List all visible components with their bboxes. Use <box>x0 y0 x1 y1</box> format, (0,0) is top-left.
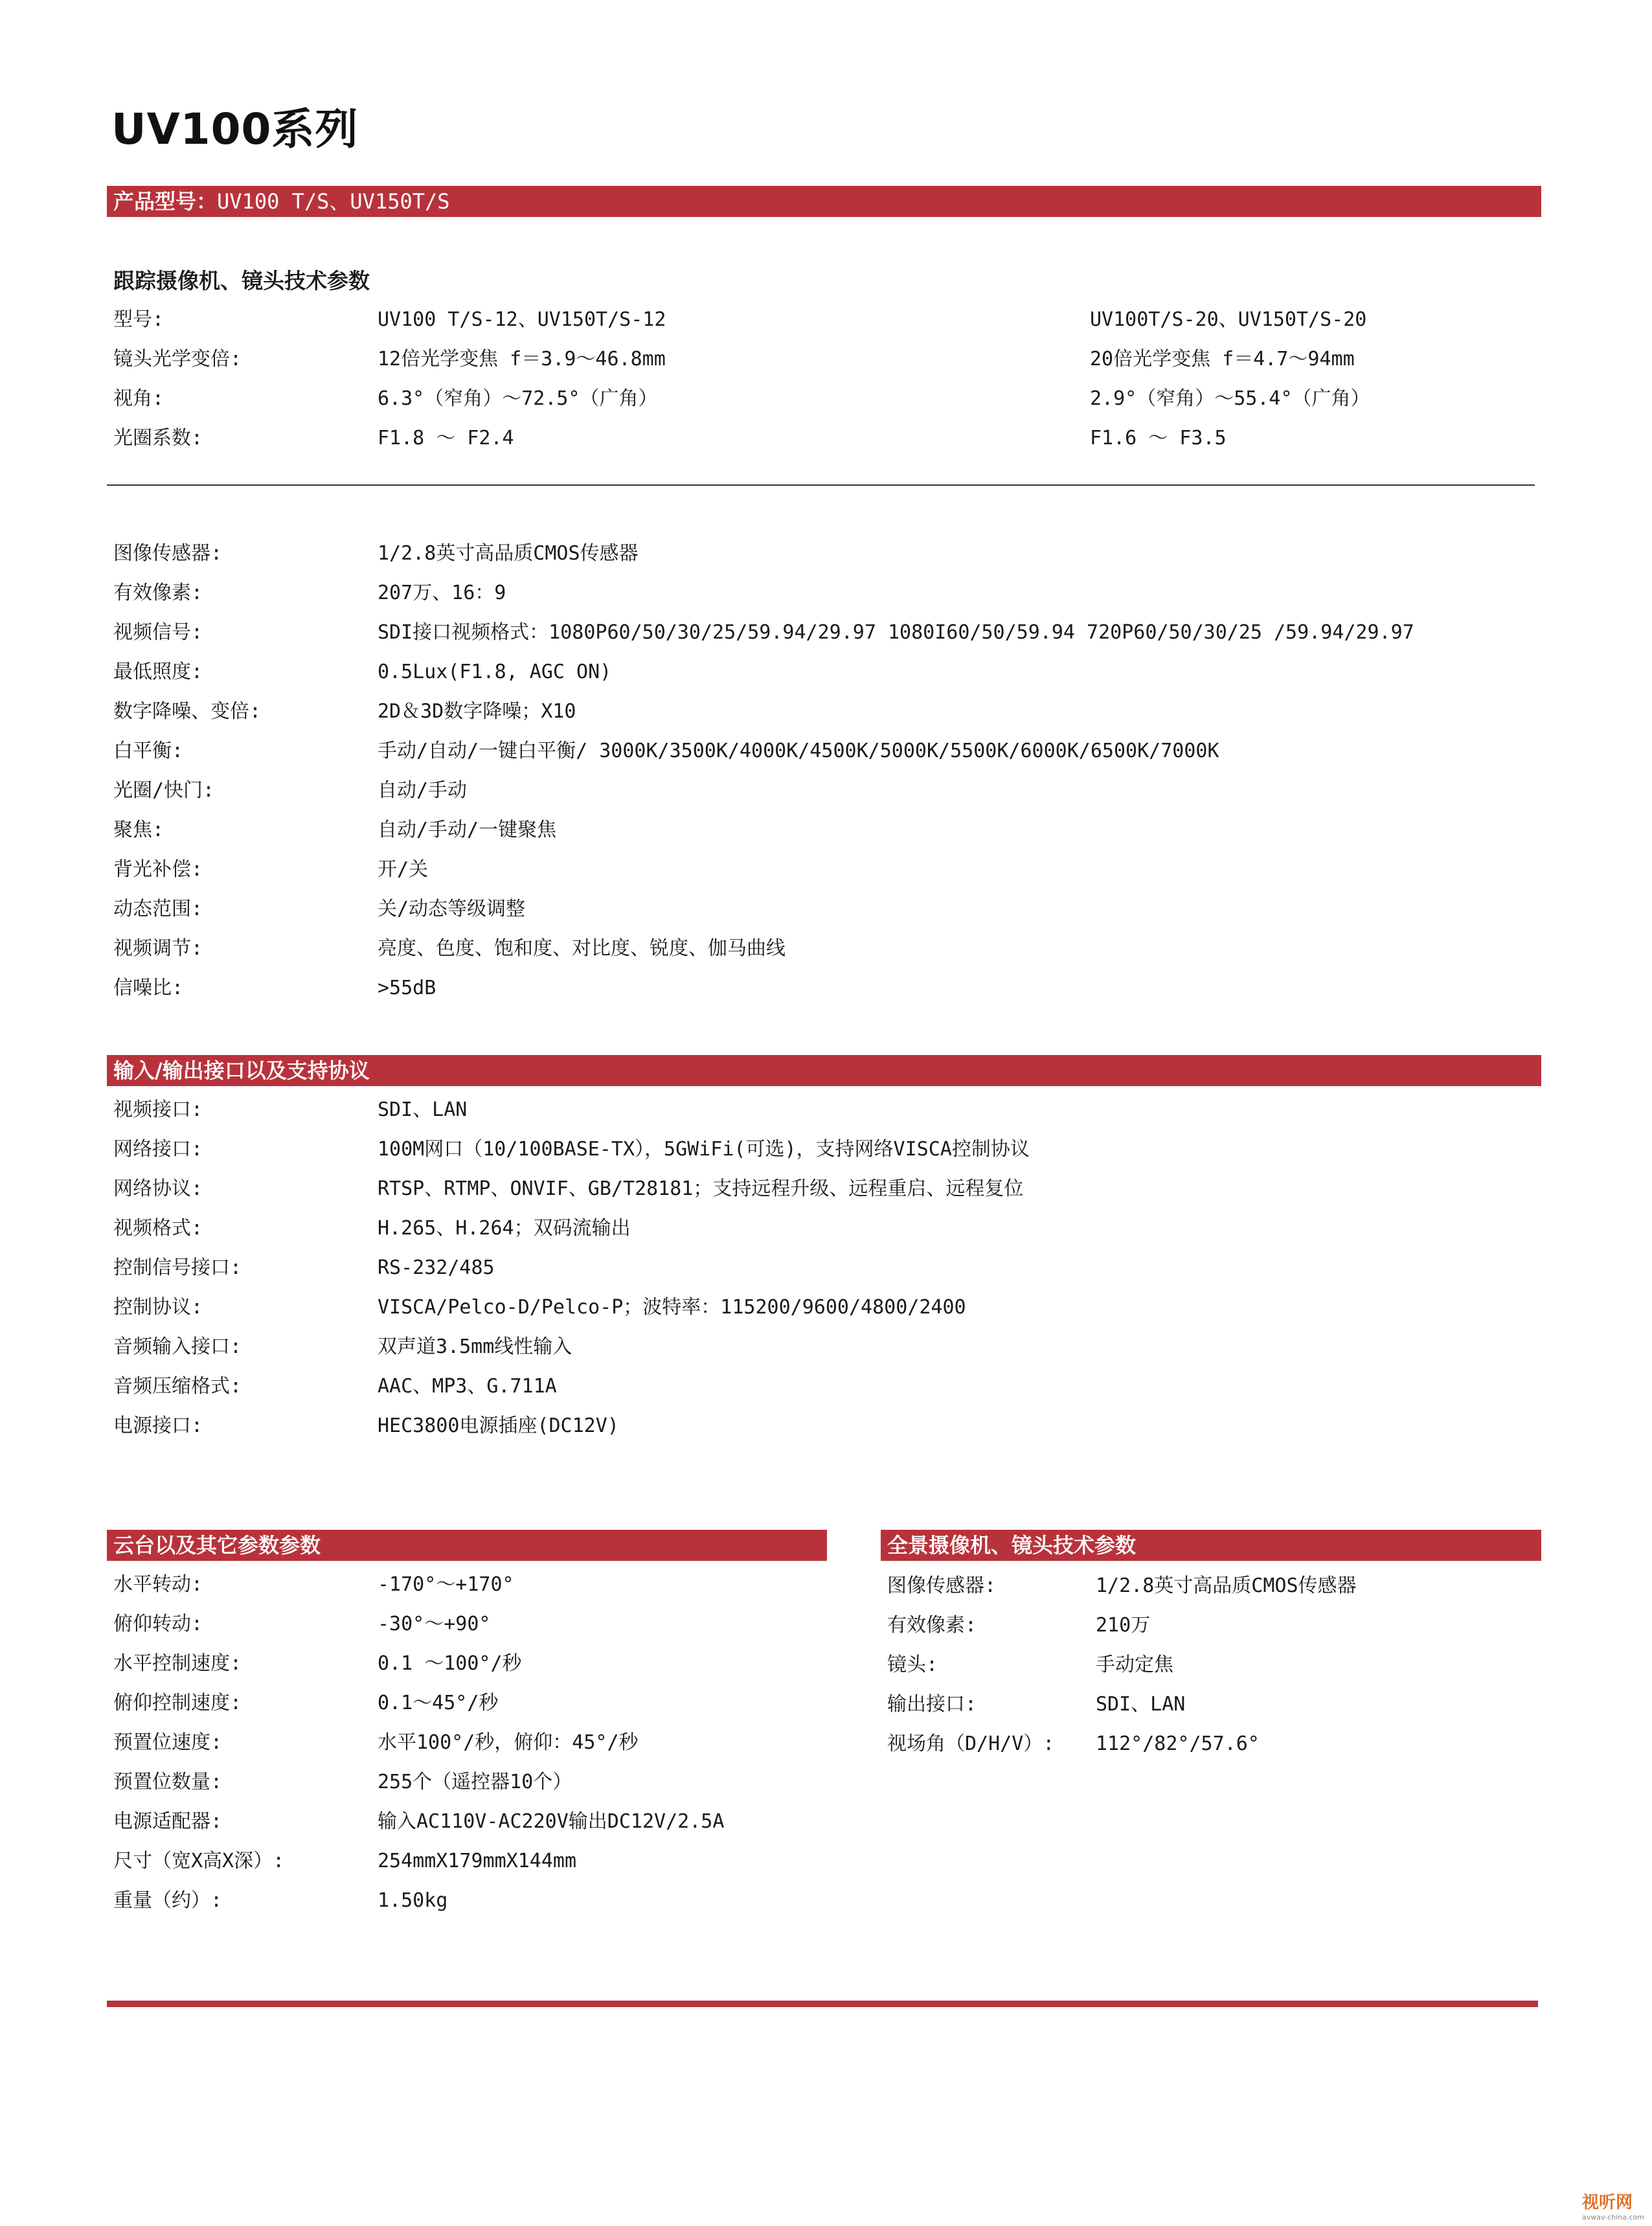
spec-row <box>113 1604 826 1644</box>
spec-key: 视频调节: <box>113 937 203 960</box>
spec-value: 手动/自动/一键白平衡/ 3000K/3500K/4000K/4500K/5000K/5500K/6000K/6500K/7000K <box>378 740 1219 762</box>
spec-row <box>113 850 1538 889</box>
watermark-text: 视听网 <box>1582 2193 1633 2212</box>
spec-value: 自动/手动/一键聚焦 <box>378 819 557 841</box>
spec-key: 水平控制速度: <box>113 1652 242 1675</box>
spec-row <box>113 652 1538 692</box>
spec-key: 动态范围: <box>113 898 203 920</box>
spec-value: -170°～+170° <box>378 1573 514 1596</box>
spec-value: VISCA/Pelco-D/Pelco-P；波特率：115200/9600/4800/2400 <box>378 1296 966 1319</box>
spec-value: 2D＆3D数字降噪；X10 <box>378 700 576 723</box>
pano-section-bar: 全景摄像机、镜头技术参数 <box>881 1530 1541 1561</box>
spec-value: 亮度、色度、饱和度、对比度、锐度、伽马曲线 <box>378 937 786 960</box>
model-label: 产品型号： <box>113 189 218 214</box>
spec-key: 俯仰控制速度: <box>113 1692 242 1714</box>
spec-row <box>113 1248 1538 1288</box>
spec-key: 白平衡: <box>113 740 184 762</box>
spec-value-20x: 20倍光学变焦 f＝4.7～94mm <box>1090 348 1355 370</box>
spec-row <box>113 613 1538 652</box>
spec-value: 0.1 ～100°/秒 <box>378 1652 522 1675</box>
spec-key: 视频格式: <box>113 1217 203 1240</box>
spec-row <box>887 1645 1535 1685</box>
spec-value: 0.1～45°/秒 <box>378 1692 499 1714</box>
spec-value: RS-232/485 <box>378 1256 495 1279</box>
spec-row <box>113 1723 826 1762</box>
spec-key: 输出接口: <box>887 1693 977 1716</box>
spec-key: 视角: <box>113 387 164 410</box>
lens-section-heading: 跟踪摄像机、镜头技术参数 <box>113 268 370 293</box>
spec-row <box>113 1762 826 1802</box>
spec-row <box>113 379 1538 418</box>
spec-value-12x: 12倍光学变焦 f＝3.9～46.8mm <box>378 348 666 370</box>
watermark-logo <box>1582 2189 1644 2221</box>
spec-value: 开/关 <box>378 858 429 881</box>
spec-key: 尺寸（宽X高X深）: <box>113 1850 285 1872</box>
spec-row <box>113 1327 1538 1367</box>
spec-value: HEC3800电源插座(DC12V) <box>378 1414 619 1437</box>
spec-row <box>113 889 1538 929</box>
spec-row <box>113 1090 1538 1130</box>
spec-row <box>113 1288 1538 1327</box>
spec-key: 最低照度: <box>113 661 203 683</box>
spec-row <box>113 731 1538 771</box>
spec-value: 输入AC110V-AC220V输出DC12V/2.5A <box>378 1810 725 1833</box>
spec-value: SDI、LAN <box>1096 1693 1186 1716</box>
spec-key: 光圈/快门: <box>113 779 215 802</box>
ptz-spec-list <box>113 1565 826 1920</box>
spec-value-12x: F1.8 ～ F2.4 <box>378 427 514 449</box>
spec-row <box>113 1683 826 1723</box>
spec-value: RTSP、RTMP、ONVIF、GB/T28181；支持远程升级、远程重启、远程复位 <box>378 1177 1024 1200</box>
spec-value-20x: 2.9°（窄角）～55.4°（广角） <box>1090 387 1370 410</box>
watermark-url: avwav-china.com <box>1582 2213 1644 2221</box>
spec-key: 图像传感器: <box>113 542 223 565</box>
spec-row <box>113 1130 1538 1169</box>
ptz-section-bar: 云台以及其它参数参数 <box>107 1530 827 1561</box>
spec-value: 手动定焦 <box>1096 1653 1173 1676</box>
model-bar <box>107 186 1541 217</box>
camera-spec-list <box>113 534 1538 1008</box>
spec-key: 电源接口: <box>113 1414 203 1437</box>
spec-row <box>113 771 1538 810</box>
spec-key: 信噪比: <box>113 977 184 999</box>
spec-key: 有效像素: <box>113 582 203 604</box>
spec-row <box>113 1841 826 1881</box>
spec-row <box>113 810 1538 850</box>
spec-value: 自动/手动 <box>378 779 468 802</box>
spec-value: -30°～+90° <box>378 1613 491 1635</box>
spec-key: 重量（约）: <box>113 1889 223 1912</box>
spec-row <box>113 1169 1538 1209</box>
io-section-bar: 输入/输出接口以及支持协议 <box>107 1055 1541 1086</box>
spec-key: 视频接口: <box>113 1098 203 1121</box>
spec-row <box>113 968 1538 1008</box>
spec-key: 音频压缩格式: <box>113 1375 242 1398</box>
spec-row <box>113 1881 826 1920</box>
spec-key: 镜头光学变倍: <box>113 348 242 370</box>
spec-row <box>887 1724 1535 1764</box>
spec-key: 音频输入接口: <box>113 1335 242 1358</box>
spec-value: 1/2.8英寸高品质CMOS传感器 <box>1096 1574 1357 1597</box>
spec-value: 双声道3.5mm线性输入 <box>378 1335 572 1358</box>
lens-spec-list <box>113 300 1538 458</box>
page-title: UV100系列 <box>111 104 359 154</box>
spec-value: 254mmX179mmX144mm <box>378 1850 577 1872</box>
spec-value: 1/2.8英寸高品质CMOS传感器 <box>378 542 639 565</box>
spec-value-12x: UV100 T/S-12、UV150T/S-12 <box>378 308 666 331</box>
spec-key: 水平转动: <box>113 1573 203 1596</box>
spec-value-12x: 6.3°（窄角）～72.5°（广角） <box>378 387 658 410</box>
spec-value: 255个（遥控器10个） <box>378 1771 572 1793</box>
spec-row <box>113 1367 1538 1406</box>
section-divider <box>107 484 1535 486</box>
spec-row <box>113 1565 826 1604</box>
spec-key: 视场角（D/H/V）: <box>887 1732 1055 1755</box>
spec-key: 型号: <box>113 308 164 331</box>
spec-key: 光圈系数: <box>113 427 203 449</box>
footer-rule <box>107 2001 1538 2007</box>
spec-key: 预置位速度: <box>113 1731 223 1754</box>
spec-value: 0.5Lux(F1.8, AGC ON) <box>378 661 612 683</box>
spec-key: 有效像素: <box>887 1614 977 1637</box>
spec-row <box>887 1566 1535 1606</box>
spec-key: 预置位数量: <box>113 1771 223 1793</box>
io-spec-list <box>113 1090 1538 1446</box>
spec-row <box>113 929 1538 968</box>
model-value: UV100 T/S、UV150T/S <box>217 189 450 214</box>
spec-value: H.265、H.264；双码流输出 <box>378 1217 631 1240</box>
spec-value: SDI、LAN <box>378 1098 468 1121</box>
spec-value: >55dB <box>378 977 436 999</box>
spec-key: 数字降噪、变倍: <box>113 700 262 723</box>
spec-key: 背光补偿: <box>113 858 203 881</box>
spec-row <box>113 1802 826 1841</box>
spec-row <box>113 534 1538 573</box>
spec-value: AAC、MP3、G.711A <box>378 1375 557 1398</box>
spec-value: 1.50kg <box>378 1889 448 1912</box>
spec-key: 图像传感器: <box>887 1574 997 1597</box>
spec-row <box>887 1606 1535 1645</box>
spec-key: 电源适配器: <box>113 1810 223 1833</box>
spec-value: 关/动态等级调整 <box>378 898 526 920</box>
spec-key: 聚焦: <box>113 819 164 841</box>
spec-row <box>113 300 1538 339</box>
spec-value: 210万 <box>1096 1614 1151 1637</box>
spec-row <box>113 418 1538 458</box>
spec-value: 100M网口（10/100BASE-TX），5GWiFi(可选)，支持网络VISCA控制协议 <box>378 1138 1030 1161</box>
spec-row <box>113 1209 1538 1248</box>
spec-value: 水平100°/秒，俯仰：45°/秒 <box>378 1731 639 1754</box>
spec-value: SDI接口视频格式：1080P60/50/30/25/59.94/29.97 1080I60/50/59.94 720P60/50/30/25 /59.94/29.97 <box>378 621 1414 644</box>
spec-value: 112°/82°/57.6° <box>1096 1732 1260 1755</box>
spec-value-20x: UV100T/S-20、UV150T/S-20 <box>1090 308 1367 331</box>
spec-row <box>113 339 1538 379</box>
pano-spec-list <box>887 1566 1535 1764</box>
spec-row <box>113 692 1538 731</box>
spec-row <box>887 1685 1535 1724</box>
spec-value: 207万、16：9 <box>378 582 506 604</box>
spec-row <box>113 1644 826 1683</box>
spec-key: 网络协议: <box>113 1177 203 1200</box>
spec-key: 网络接口: <box>113 1138 203 1161</box>
spec-row <box>113 1406 1538 1446</box>
spec-row <box>113 573 1538 613</box>
spec-key: 俯仰转动: <box>113 1613 203 1635</box>
spec-key: 控制信号接口: <box>113 1256 242 1279</box>
spec-key: 镜头: <box>887 1653 938 1676</box>
spec-key: 控制协议: <box>113 1296 203 1319</box>
spec-key: 视频信号: <box>113 621 203 644</box>
spec-value-20x: F1.6 ～ F3.5 <box>1090 427 1227 449</box>
